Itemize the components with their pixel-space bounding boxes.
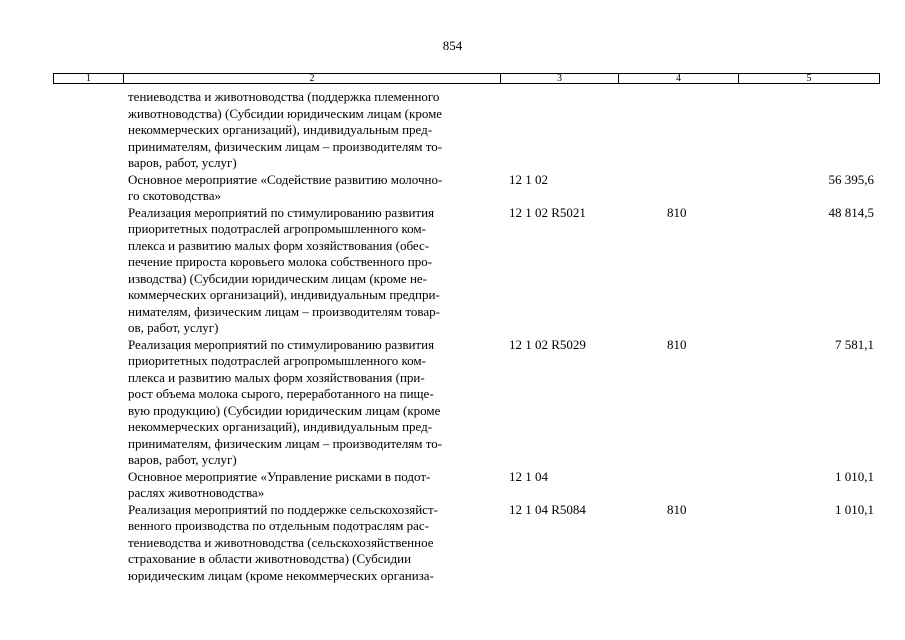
description-line: юридическим лицам (кроме некоммерческих организа- [128,567,434,583]
table-body [0,89,905,584]
row-amount: 56 395,6 [828,171,874,187]
description-line: тениеводства и животноводства (поддержка племенного [128,89,440,104]
table-row [0,89,905,172]
header-col-5: 5 [806,73,812,84]
row-amount: 7 581,1 [835,336,874,352]
table-row [0,172,905,205]
description-line: Основное мероприятие «Содействие развитию молочно- [128,171,443,187]
header-col-4: 4 [619,74,739,83]
row-description [128,337,500,469]
description-line: венного производства по отдельным подотраслям рас- [128,518,430,533]
row-code: 12 1 02 [509,171,548,187]
description-line: Реализация мероприятий по стимулированию развития [128,336,435,352]
description-line: раслях животноводства» [128,485,265,500]
description-line: принимателям, физическим лицам – производителям то- [128,435,443,451]
description-line: плекса и развитию малых форм хозяйствования (при- [128,369,425,385]
row-amount: 48 814,5 [828,204,874,220]
description-line: Основное мероприятие «Управление рисками в подот- [128,468,431,484]
row-description [128,469,500,502]
description-line: изводства) (Субсидии юридическим лицам (кроме не- [128,270,428,286]
header-col-2: 2 [124,74,501,83]
description-line: рост объема молока сырого, переработанного на пище- [128,386,434,401]
table-row [0,469,905,502]
page-number: 854 [442,38,463,53]
row-expense-type: 810 [667,336,687,352]
row-description [128,205,500,337]
description-line: приоритетных подотраслей агропромышленного ком- [128,221,426,236]
row-code: 12 1 02 R5021 [509,204,586,220]
description-line: тениеводства и животноводства (сельскохозяйственное [128,534,434,550]
description-line: варов, работ, услуг) [128,452,237,467]
description-line: животноводства) (Субсидии юридическим лицам (кроме [128,105,443,121]
header-col-3: 3 [501,74,619,83]
description-line: ов, работ, услуг) [128,320,219,335]
description-line: нимателям, физическим лицам – производителям товар- [128,303,440,319]
description-line: страхование в области животноводства) (Субсидии [128,551,412,566]
row-code: 12 1 04 [509,468,548,484]
description-line: вую продукцию) (Субсидии юридическим лицам (кроме [128,402,441,418]
description-line: приоритетных подотраслей агропромышленного ком- [128,353,426,368]
row-expense-type: 810 [667,204,687,220]
description-line: Реализация мероприятий по стимулированию развития [128,204,435,220]
description-line: некоммерческих организаций), индивидуальным пред- [128,419,433,434]
description-line: Реализация мероприятий по поддержке сельскохозяйст- [128,501,438,517]
row-amount: 1 010,1 [835,501,874,517]
description-line: принимателям, физическим лицам – производителям то- [128,138,443,154]
description-line: го скотоводства» [128,188,221,203]
description-line: некоммерческих организаций), индивидуальным пред- [128,122,433,137]
table-row [0,502,905,585]
table-row [0,205,905,337]
header-col-1: 1 [54,74,124,83]
row-expense-type: 810 [667,501,687,517]
table-header [53,73,880,84]
description-line: коммерческих организаций), индивидуальным предпри- [128,287,440,302]
row-description [128,502,500,585]
row-description [128,89,500,172]
row-code: 12 1 02 R5029 [509,336,586,352]
row-description [128,172,500,205]
description-line: плекса и развитию малых форм хозяйствования (обес- [128,237,430,253]
row-amount: 1 010,1 [835,468,874,484]
row-code: 12 1 04 R5084 [509,501,586,517]
table-row [0,337,905,469]
description-line: печение прироста коровьего молока собственного про- [128,254,433,269]
description-line: варов, работ, услуг) [128,155,237,170]
